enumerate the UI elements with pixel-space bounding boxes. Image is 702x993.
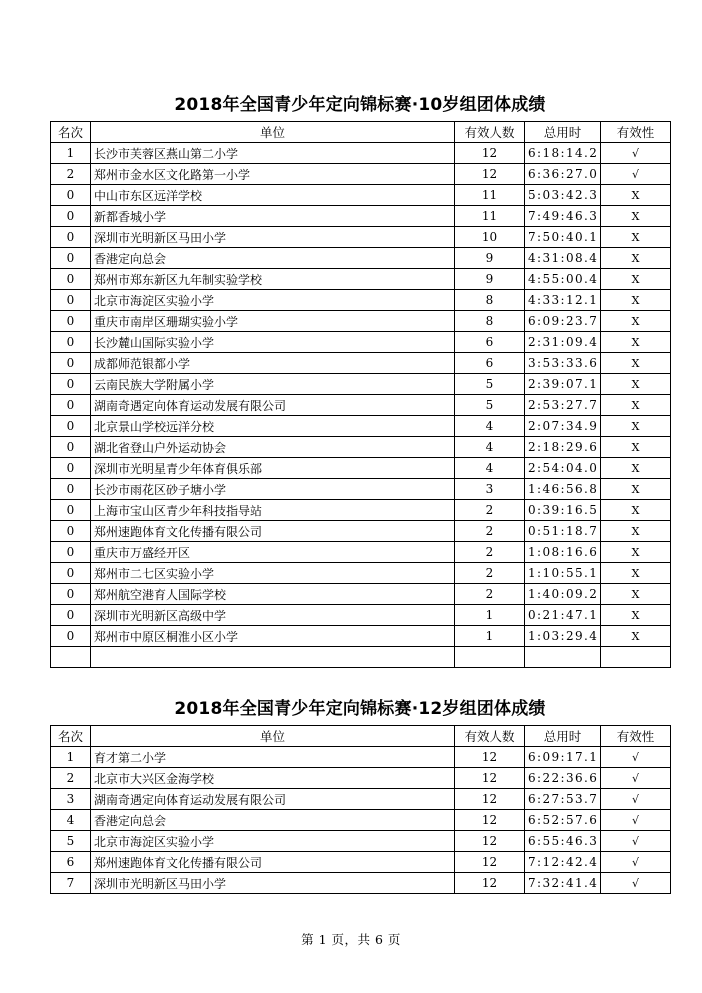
validity-cell: X bbox=[601, 227, 671, 248]
total-time-cell: 6:09:23.7 bbox=[525, 311, 601, 332]
validity-cell: X bbox=[601, 458, 671, 479]
valid-count-cell: 8 bbox=[455, 290, 525, 311]
table-row bbox=[51, 647, 671, 668]
validity-cell: X bbox=[601, 290, 671, 311]
header-unit: 单位 bbox=[91, 122, 455, 143]
rank-cell: 0 bbox=[51, 500, 91, 521]
total-time-cell: 6:27:53.7 bbox=[525, 789, 601, 810]
total-time-cell: 1:10:55.1 bbox=[525, 563, 601, 584]
table-row bbox=[51, 143, 671, 164]
unit-cell: 郑州市金水区文化路第一小学 bbox=[91, 164, 455, 185]
total-time-cell: 1:40:09.2 bbox=[525, 584, 601, 605]
table-row bbox=[51, 521, 671, 542]
validity-cell: X bbox=[601, 269, 671, 290]
validity-cell: X bbox=[601, 563, 671, 584]
rank-cell: 0 bbox=[51, 227, 91, 248]
valid-count-cell: 6 bbox=[455, 332, 525, 353]
valid-count-cell: 1 bbox=[455, 605, 525, 626]
table-row bbox=[51, 164, 671, 185]
validity-cell: X bbox=[601, 605, 671, 626]
valid-count-cell: 4 bbox=[455, 458, 525, 479]
rank-cell: 0 bbox=[51, 605, 91, 626]
total-time-cell: 2:54:04.0 bbox=[525, 458, 601, 479]
unit-cell: 育才第二小学 bbox=[91, 747, 455, 768]
valid-count-cell: 3 bbox=[455, 479, 525, 500]
rank-cell: 2 bbox=[51, 768, 91, 789]
unit-cell: 北京市海淀区实验小学 bbox=[91, 831, 455, 852]
table-row bbox=[51, 206, 671, 227]
rank-cell: 0 bbox=[51, 563, 91, 584]
valid-count-cell: 2 bbox=[455, 563, 525, 584]
total-time-cell: 5:03:42.3 bbox=[525, 185, 601, 206]
total-time-cell: 2:07:34.9 bbox=[525, 416, 601, 437]
unit-cell: 长沙麓山国际实验小学 bbox=[91, 332, 455, 353]
validity-cell: X bbox=[601, 500, 671, 521]
rank-cell: 0 bbox=[51, 353, 91, 374]
valid-count-cell: 12 bbox=[455, 789, 525, 810]
table-row bbox=[51, 789, 671, 810]
valid-count-cell: 5 bbox=[455, 374, 525, 395]
unit-cell: 郑州市郑东新区九年制实验学校 bbox=[91, 269, 455, 290]
table-row bbox=[51, 831, 671, 852]
total-time-cell: 6:55:46.3 bbox=[525, 831, 601, 852]
total-time-cell: 2:39:07.1 bbox=[525, 374, 601, 395]
page-footer: 第 1 页，共 6 页 bbox=[301, 932, 401, 947]
unit-cell: 新都香城小学 bbox=[91, 206, 455, 227]
unit-cell: 深圳市光明新区马田小学 bbox=[91, 227, 455, 248]
valid-count-cell: 4 bbox=[455, 437, 525, 458]
valid-count-cell bbox=[455, 647, 525, 668]
header-rank: 名次 bbox=[51, 122, 91, 143]
unit-cell: 北京市海淀区实验小学 bbox=[91, 290, 455, 311]
valid-count-cell: 12 bbox=[455, 831, 525, 852]
valid-count-cell: 2 bbox=[455, 542, 525, 563]
rank-cell: 1 bbox=[51, 143, 91, 164]
table-row bbox=[51, 332, 671, 353]
rank-cell: 4 bbox=[51, 810, 91, 831]
validity-cell: X bbox=[601, 437, 671, 458]
rank-cell: 0 bbox=[51, 626, 91, 647]
total-time-cell: 0:39:16.5 bbox=[525, 500, 601, 521]
table-row bbox=[51, 227, 671, 248]
rank-cell: 6 bbox=[51, 852, 91, 873]
validity-cell: √ bbox=[601, 768, 671, 789]
unit-cell: 长沙市雨花区砂子塘小学 bbox=[91, 479, 455, 500]
validity-cell: X bbox=[601, 311, 671, 332]
rank-cell: 0 bbox=[51, 248, 91, 269]
unit-cell: 郑州市二七区实验小学 bbox=[91, 563, 455, 584]
table-header-row bbox=[51, 122, 671, 143]
rank-cell: 0 bbox=[51, 311, 91, 332]
header-validity: 有效性 bbox=[601, 122, 671, 143]
results-table-12yr bbox=[50, 725, 671, 894]
section-title-10yr: 2018年全国青少年定向锦标赛·10岁组团体成绩 bbox=[174, 95, 546, 115]
validity-cell: X bbox=[601, 206, 671, 227]
unit-cell: 郑州速跑体育文化传播有限公司 bbox=[91, 852, 455, 873]
table-row bbox=[51, 479, 671, 500]
validity-cell: X bbox=[601, 248, 671, 269]
unit-cell bbox=[91, 647, 455, 668]
rank-cell: 0 bbox=[51, 521, 91, 542]
header-unit: 单位 bbox=[91, 726, 455, 747]
table-row bbox=[51, 290, 671, 311]
validity-cell: √ bbox=[601, 789, 671, 810]
total-time-cell: 4:31:08.4 bbox=[525, 248, 601, 269]
valid-count-cell: 1 bbox=[455, 626, 525, 647]
table-row bbox=[51, 605, 671, 626]
header-valid-count: 有效人数 bbox=[455, 726, 525, 747]
unit-cell: 深圳市光明新区马田小学 bbox=[91, 873, 455, 894]
section-title-12yr: 2018年全国青少年定向锦标赛·12岁组团体成绩 bbox=[174, 699, 546, 719]
table-row bbox=[51, 458, 671, 479]
rank-cell: 0 bbox=[51, 542, 91, 563]
total-time-cell: 0:51:18.7 bbox=[525, 521, 601, 542]
valid-count-cell: 2 bbox=[455, 521, 525, 542]
validity-cell: √ bbox=[601, 747, 671, 768]
rank-cell: 0 bbox=[51, 206, 91, 227]
total-time-cell: 4:55:00.4 bbox=[525, 269, 601, 290]
validity-cell: X bbox=[601, 521, 671, 542]
unit-cell: 湖南奇遇定向体育运动发展有限公司 bbox=[91, 395, 455, 416]
header-rank: 名次 bbox=[51, 726, 91, 747]
total-time-cell: 6:52:57.6 bbox=[525, 810, 601, 831]
rank-cell: 0 bbox=[51, 458, 91, 479]
table-row bbox=[51, 248, 671, 269]
validity-cell: X bbox=[601, 332, 671, 353]
rank-cell: 0 bbox=[51, 332, 91, 353]
table-row bbox=[51, 395, 671, 416]
unit-cell: 北京景山学校远洋分校 bbox=[91, 416, 455, 437]
table-row bbox=[51, 269, 671, 290]
validity-cell: X bbox=[601, 185, 671, 206]
validity-cell: √ bbox=[601, 143, 671, 164]
table-row bbox=[51, 852, 671, 873]
valid-count-cell: 11 bbox=[455, 185, 525, 206]
table-row bbox=[51, 374, 671, 395]
total-time-cell: 7:49:46.3 bbox=[525, 206, 601, 227]
table-row bbox=[51, 437, 671, 458]
unit-cell: 湖南奇遇定向体育运动发展有限公司 bbox=[91, 789, 455, 810]
table-row bbox=[51, 873, 671, 894]
total-time-cell: 6:36:27.0 bbox=[525, 164, 601, 185]
table-row bbox=[51, 584, 671, 605]
total-time-cell: 2:31:09.4 bbox=[525, 332, 601, 353]
unit-cell: 郑州市中原区桐淮小区小学 bbox=[91, 626, 455, 647]
total-time-cell: 6:18:14.2 bbox=[525, 143, 601, 164]
unit-cell: 上海市宝山区青少年科技指导站 bbox=[91, 500, 455, 521]
valid-count-cell: 2 bbox=[455, 500, 525, 521]
rank-cell: 0 bbox=[51, 374, 91, 395]
table-row bbox=[51, 747, 671, 768]
table-row bbox=[51, 311, 671, 332]
rank-cell: 1 bbox=[51, 747, 91, 768]
unit-cell: 中山市东区远洋学校 bbox=[91, 185, 455, 206]
total-time-cell: 6:22:36.6 bbox=[525, 768, 601, 789]
table-row bbox=[51, 542, 671, 563]
total-time-cell: 2:18:29.6 bbox=[525, 437, 601, 458]
unit-cell: 成都师范银都小学 bbox=[91, 353, 455, 374]
valid-count-cell: 12 bbox=[455, 747, 525, 768]
unit-cell: 云南民族大学附属小学 bbox=[91, 374, 455, 395]
validity-cell: √ bbox=[601, 831, 671, 852]
unit-cell: 香港定向总会 bbox=[91, 810, 455, 831]
valid-count-cell: 12 bbox=[455, 873, 525, 894]
rank-cell: 2 bbox=[51, 164, 91, 185]
unit-cell: 湖北省登山户外运动协会 bbox=[91, 437, 455, 458]
valid-count-cell: 11 bbox=[455, 206, 525, 227]
rank-cell: 0 bbox=[51, 416, 91, 437]
valid-count-cell: 6 bbox=[455, 353, 525, 374]
table-row bbox=[51, 563, 671, 584]
validity-cell: X bbox=[601, 416, 671, 437]
total-time-cell: 7:50:40.1 bbox=[525, 227, 601, 248]
valid-count-cell: 12 bbox=[455, 164, 525, 185]
valid-count-cell: 10 bbox=[455, 227, 525, 248]
validity-cell: √ bbox=[601, 164, 671, 185]
table-body-10yr bbox=[51, 143, 671, 668]
unit-cell: 重庆市南岸区珊瑚实验小学 bbox=[91, 311, 455, 332]
total-time-cell: 7:12:42.4 bbox=[525, 852, 601, 873]
valid-count-cell: 12 bbox=[455, 810, 525, 831]
valid-count-cell: 9 bbox=[455, 248, 525, 269]
valid-count-cell: 9 bbox=[455, 269, 525, 290]
validity-cell: X bbox=[601, 353, 671, 374]
validity-cell: √ bbox=[601, 810, 671, 831]
total-time-cell: 0:21:47.1 bbox=[525, 605, 601, 626]
total-time-cell: 7:32:41.4 bbox=[525, 873, 601, 894]
results-table-10yr bbox=[50, 121, 671, 668]
valid-count-cell: 5 bbox=[455, 395, 525, 416]
unit-cell: 重庆市万盛经开区 bbox=[91, 542, 455, 563]
table-row bbox=[51, 500, 671, 521]
rank-cell: 0 bbox=[51, 437, 91, 458]
rank-cell: 0 bbox=[51, 395, 91, 416]
unit-cell: 香港定向总会 bbox=[91, 248, 455, 269]
total-time-cell: 1:03:29.4 bbox=[525, 626, 601, 647]
table-row bbox=[51, 768, 671, 789]
rank-cell: 5 bbox=[51, 831, 91, 852]
rank-cell: 7 bbox=[51, 873, 91, 894]
total-time-cell: 4:33:12.1 bbox=[525, 290, 601, 311]
unit-cell: 长沙市芙蓉区燕山第二小学 bbox=[91, 143, 455, 164]
total-time-cell: 2:53:27.7 bbox=[525, 395, 601, 416]
valid-count-cell: 12 bbox=[455, 768, 525, 789]
table-header-row bbox=[51, 726, 671, 747]
valid-count-cell: 8 bbox=[455, 311, 525, 332]
header-valid-count: 有效人数 bbox=[455, 122, 525, 143]
table-row bbox=[51, 353, 671, 374]
validity-cell: X bbox=[601, 542, 671, 563]
unit-cell: 郑州速跑体育文化传播有限公司 bbox=[91, 521, 455, 542]
unit-cell: 北京市大兴区金海学校 bbox=[91, 768, 455, 789]
rank-cell bbox=[51, 647, 91, 668]
validity-cell bbox=[601, 647, 671, 668]
rank-cell: 0 bbox=[51, 185, 91, 206]
rank-cell: 3 bbox=[51, 789, 91, 810]
rank-cell: 0 bbox=[51, 584, 91, 605]
table-row bbox=[51, 810, 671, 831]
valid-count-cell: 2 bbox=[455, 584, 525, 605]
header-total-time: 总用时 bbox=[525, 122, 601, 143]
header-total-time: 总用时 bbox=[525, 726, 601, 747]
unit-cell: 深圳市光明星青少年体育俱乐部 bbox=[91, 458, 455, 479]
validity-cell: X bbox=[601, 479, 671, 500]
table-row bbox=[51, 185, 671, 206]
rank-cell: 0 bbox=[51, 269, 91, 290]
total-time-cell: 1:08:16.6 bbox=[525, 542, 601, 563]
total-time-cell bbox=[525, 647, 601, 668]
validity-cell: X bbox=[601, 374, 671, 395]
valid-count-cell: 12 bbox=[455, 852, 525, 873]
validity-cell: X bbox=[601, 395, 671, 416]
table-row bbox=[51, 626, 671, 647]
valid-count-cell: 12 bbox=[455, 143, 525, 164]
table-row bbox=[51, 416, 671, 437]
validity-cell: X bbox=[601, 626, 671, 647]
total-time-cell: 6:09:17.1 bbox=[525, 747, 601, 768]
header-validity: 有效性 bbox=[601, 726, 671, 747]
valid-count-cell: 4 bbox=[455, 416, 525, 437]
total-time-cell: 3:53:33.6 bbox=[525, 353, 601, 374]
total-time-cell: 1:46:56.8 bbox=[525, 479, 601, 500]
table-body-12yr bbox=[51, 747, 671, 894]
rank-cell: 0 bbox=[51, 290, 91, 311]
rank-cell: 0 bbox=[51, 479, 91, 500]
validity-cell: √ bbox=[601, 852, 671, 873]
unit-cell: 深圳市光明新区高级中学 bbox=[91, 605, 455, 626]
validity-cell: X bbox=[601, 584, 671, 605]
unit-cell: 郑州航空港育人国际学校 bbox=[91, 584, 455, 605]
validity-cell: √ bbox=[601, 873, 671, 894]
